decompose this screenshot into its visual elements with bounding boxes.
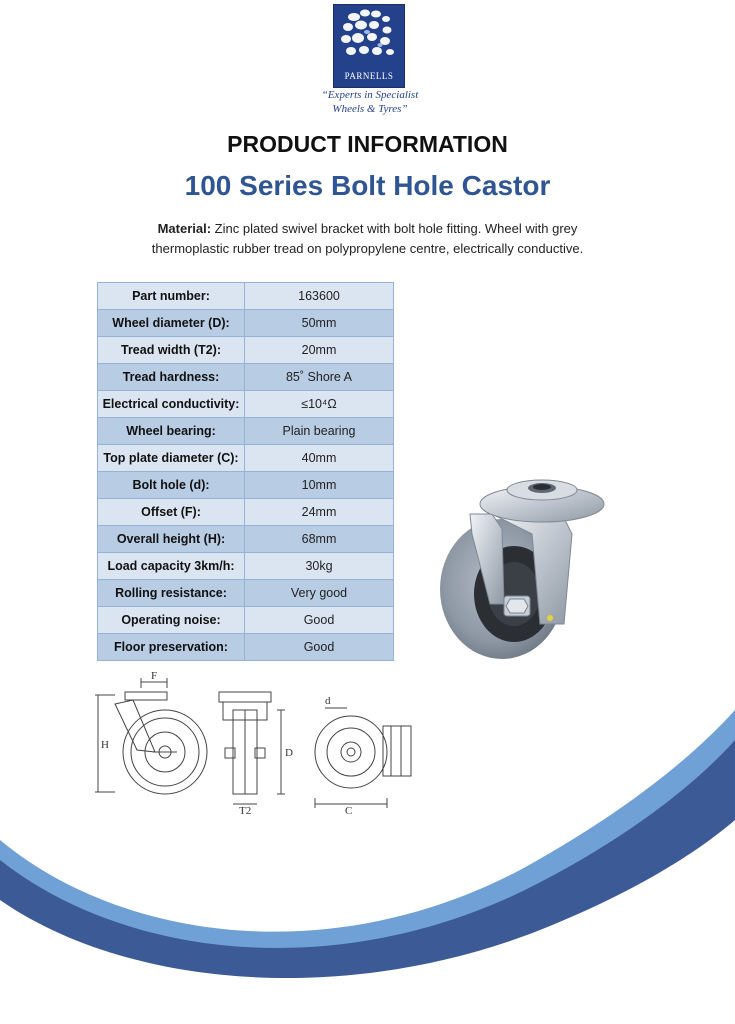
castor-photo <box>432 474 622 669</box>
table-row <box>98 607 394 634</box>
spec-label: Tread width (T2): <box>98 337 245 364</box>
spec-label: Rolling resistance: <box>98 580 245 607</box>
logo-tagline <box>300 88 440 116</box>
table-row <box>98 553 394 580</box>
spec-label: Load capacity 3km/h: <box>98 553 245 580</box>
spec-label: Tread hardness: <box>98 364 245 391</box>
spec-label: Operating noise: <box>98 607 245 634</box>
label-f: F <box>151 670 158 682</box>
spec-value: 24mm <box>245 499 394 526</box>
spec-label: Top plate diameter (C): <box>98 445 245 472</box>
spec-label: Bolt hole (d): <box>98 472 245 499</box>
table-row <box>98 499 394 526</box>
spec-value: Good <box>245 607 394 634</box>
tagline-line-2: Wheels & Tyres” <box>332 103 408 115</box>
spec-value: Very good <box>245 580 394 607</box>
table-row <box>98 364 394 391</box>
spec-value: 30kg <box>245 553 394 580</box>
spec-label: Part number: <box>98 283 245 310</box>
table-row <box>98 310 394 337</box>
label-h: H <box>101 739 109 751</box>
spec-value: Good <box>245 634 394 661</box>
table-row <box>98 445 394 472</box>
table-row <box>98 283 394 310</box>
decorative-wave <box>0 700 735 1024</box>
spec-value: 40mm <box>245 445 394 472</box>
spec-label: Floor preservation: <box>98 634 245 661</box>
spec-value: 10mm <box>245 472 394 499</box>
parnells-logo <box>333 4 405 88</box>
spec-label: Overall height (H): <box>98 526 245 553</box>
spec-value: ≤10⁴Ω <box>245 391 394 418</box>
spec-label: Wheel diameter (D): <box>98 310 245 337</box>
material-text-2: thermoplastic rubber tread on polypropylene centre, electrically conductive. <box>151 241 584 256</box>
spec-label: Wheel bearing: <box>98 418 245 445</box>
material-text-1: Zinc plated swivel bracket with bolt hole fitting. Wheel with grey <box>211 221 578 236</box>
label-d-small: d <box>325 695 331 707</box>
table-row <box>98 526 394 553</box>
spec-value: 163600 <box>245 283 394 310</box>
spec-value: Plain bearing <box>245 418 394 445</box>
spec-value: 85˚ Shore A <box>245 364 394 391</box>
table-row <box>98 337 394 364</box>
table-row <box>98 634 394 661</box>
spec-value: 68mm <box>245 526 394 553</box>
table-row <box>98 418 394 445</box>
label-t2: T2 <box>239 805 252 815</box>
spec-value: 20mm <box>245 337 394 364</box>
label-d-big: D <box>285 747 293 759</box>
spec-value: 50mm <box>245 310 394 337</box>
spec-label: Offset (F): <box>98 499 245 526</box>
material-description <box>110 219 625 259</box>
spec-table <box>97 282 394 661</box>
label-c: C <box>345 805 353 815</box>
product-title: 100 Series Bolt Hole Castor <box>184 170 551 201</box>
spec-label: Electrical conductivity: <box>98 391 245 418</box>
table-row <box>98 472 394 499</box>
material-line-1 <box>110 219 625 239</box>
logo-mark-icon <box>334 5 404 69</box>
page-heading: PRODUCT INFORMATION <box>227 131 508 157</box>
material-label: Material: <box>157 221 212 236</box>
table-row <box>98 391 394 418</box>
table-row <box>98 580 394 607</box>
tagline-line-1: “Experts in Specialist <box>321 89 419 101</box>
logo-name: PARNELLS <box>344 71 394 81</box>
